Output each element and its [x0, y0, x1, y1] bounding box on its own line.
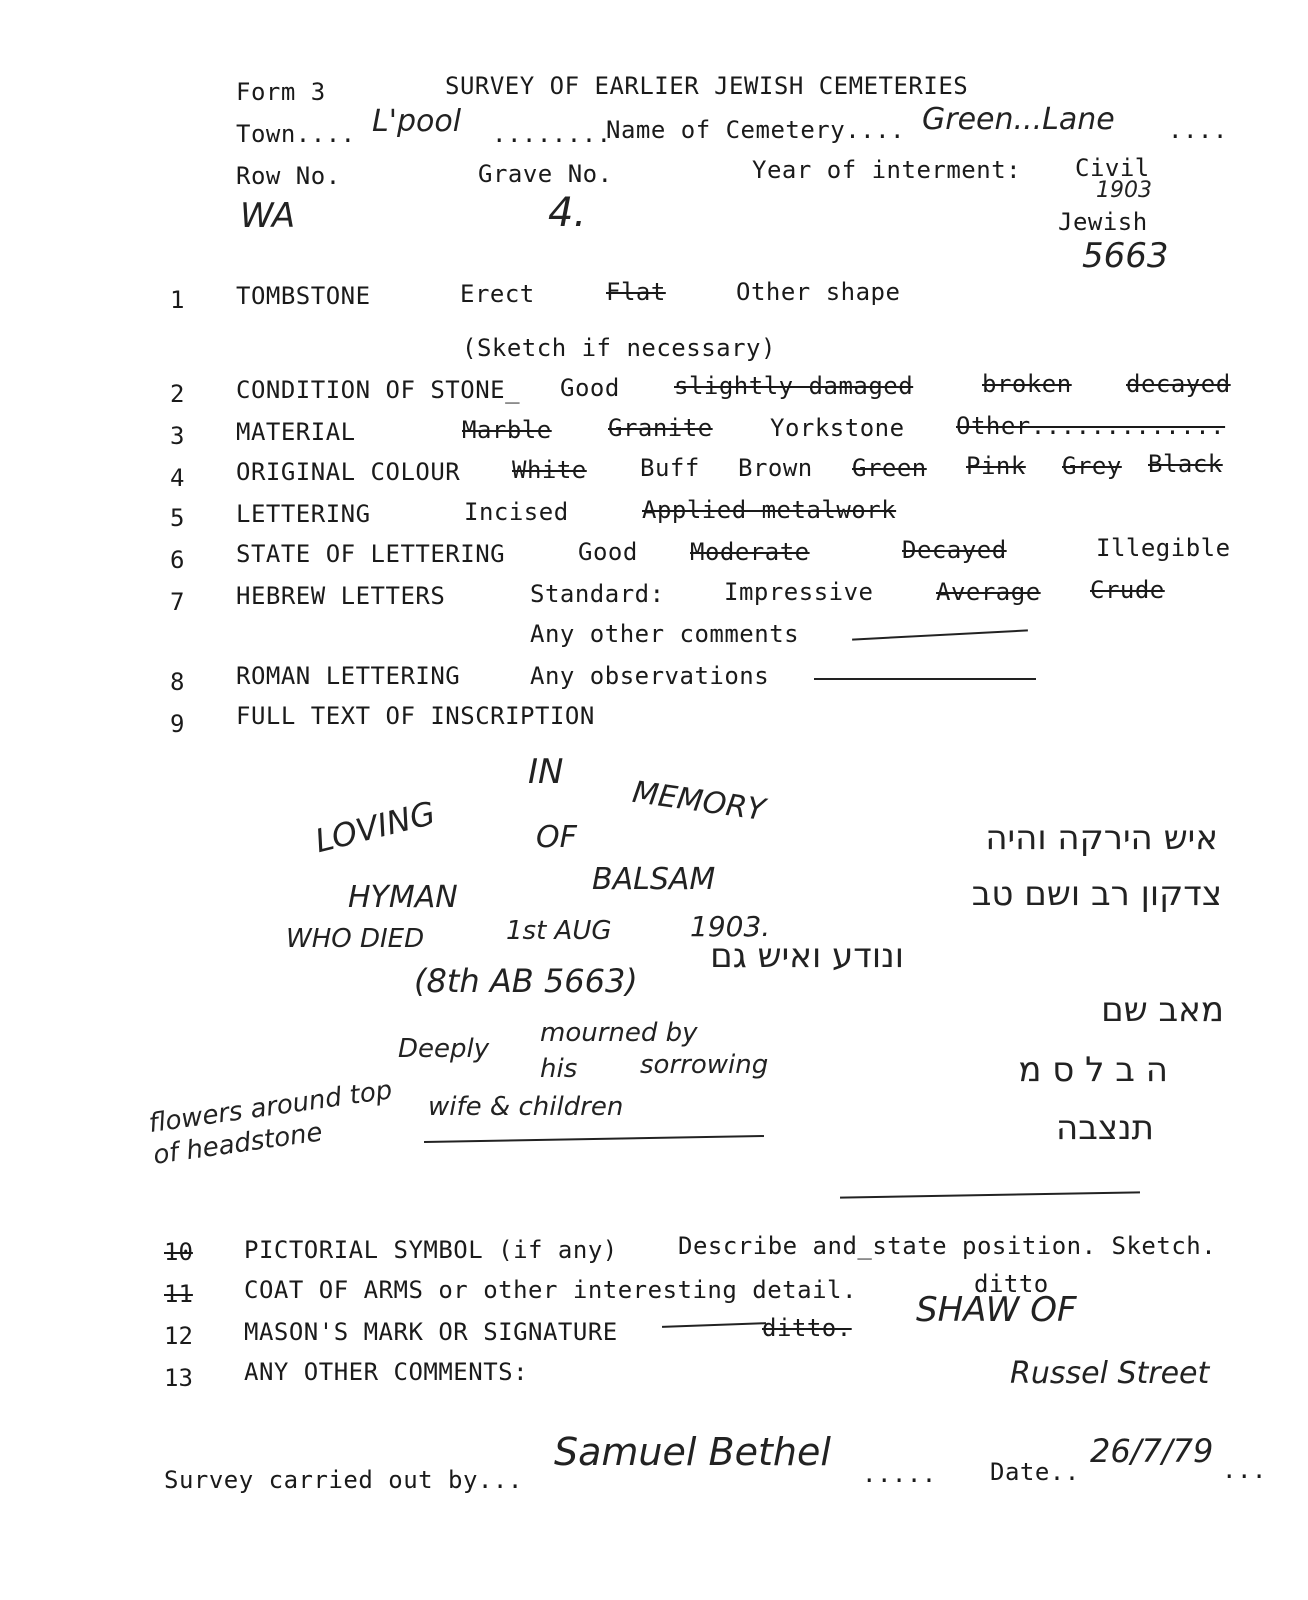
item-label: CONDITION OF STONE_	[236, 376, 521, 404]
row-label: Row No.	[236, 162, 341, 190]
option-struck: White	[512, 456, 587, 484]
item-number: 8	[170, 668, 185, 696]
item-label: ANY OTHER COMMENTS:	[244, 1358, 529, 1386]
item-label: HEBREW LETTERS	[236, 582, 446, 610]
blank-line	[814, 678, 1036, 680]
flowers-annotation: flowers around top of headstone	[146, 1075, 395, 1171]
option: Erect	[460, 280, 535, 308]
inscription-line: wife & children	[428, 1092, 624, 1122]
item-label: FULL TEXT OF INSCRIPTION	[236, 702, 595, 730]
hebrew-line: איש הירקה והיה	[985, 818, 1218, 858]
inscription-line: mourned by	[540, 1018, 698, 1048]
grave-label: Grave No.	[478, 160, 613, 188]
item-number: 13	[164, 1364, 193, 1392]
item-label: STATE OF LETTERING	[236, 540, 506, 568]
inscription-line: BALSAM	[592, 862, 716, 897]
option-struck: Marble	[462, 416, 552, 444]
survey-label: Survey carried out by...	[164, 1466, 523, 1494]
year-label: Year of interment:	[752, 156, 1022, 184]
inscription-line: Deeply	[398, 1034, 490, 1064]
sketch-note: (Sketch if necessary)	[462, 334, 776, 362]
date-dots: ...	[1222, 1456, 1267, 1484]
option-struck: Black	[1148, 450, 1223, 478]
hebrew-line: ונודע ואיש גם	[710, 936, 904, 976]
inscription-line: HYMAN	[348, 880, 458, 915]
item-note: Describe and_state position. Sketch.	[678, 1232, 1217, 1260]
item-number: 10	[164, 1238, 193, 1266]
option-struck: Grey	[1062, 452, 1122, 480]
item-label: ORIGINAL COLOUR	[236, 458, 461, 486]
date-label: Date..	[990, 1458, 1080, 1486]
town-dots: ........	[492, 120, 612, 148]
survey-dots: .....	[862, 1460, 937, 1488]
form-label: Form 3	[236, 78, 326, 106]
hebrew-line: ה ב ל ס מ	[1018, 1050, 1168, 1090]
option: Illegible	[1096, 534, 1231, 562]
option: Impressive	[724, 578, 874, 606]
town-label: Town....	[236, 120, 356, 148]
inscription-line: 1st AUG	[506, 916, 612, 946]
blank-line	[840, 1191, 1140, 1198]
item-number: 2	[170, 380, 185, 408]
town-value: L'pool	[372, 104, 462, 139]
item-label: TOMBSTONE	[236, 282, 371, 310]
item-label: ROMAN LETTERING	[236, 662, 461, 690]
item-number: 9	[170, 710, 185, 738]
item-number: 6	[170, 546, 185, 574]
row-value: WA	[240, 196, 296, 236]
item-number: 12	[164, 1322, 193, 1350]
option-struck: Average	[936, 578, 1041, 606]
item-label: COAT OF ARMS or other interesting detail.	[244, 1276, 857, 1304]
inscription-line: WHO DIED	[286, 924, 425, 954]
item-number: 11	[164, 1280, 193, 1308]
option: Incised	[464, 498, 569, 526]
civil-label: Civil	[1075, 154, 1150, 182]
option-struck: Granite	[608, 414, 713, 442]
blank-line	[424, 1135, 764, 1143]
option-struck: Green	[852, 454, 927, 482]
blank-line	[852, 629, 1028, 640]
item-label: LETTERING	[236, 500, 371, 528]
comments-note: Any other comments	[530, 620, 800, 648]
inscription-line: 1903.	[690, 910, 771, 943]
jewish-value: 5663	[1082, 236, 1169, 276]
item-number: 4	[170, 464, 185, 492]
hebrew-line: מאב שם	[1101, 990, 1224, 1030]
hebrew-line: תנצבה	[1056, 1108, 1154, 1148]
option: Good	[578, 538, 638, 566]
grave-value: 4.	[548, 190, 587, 236]
item-number: 1	[170, 286, 185, 314]
jewish-label: Jewish	[1058, 208, 1148, 236]
option-struck: broken	[982, 370, 1072, 398]
option-struck: Crude	[1090, 576, 1165, 604]
option: Good	[560, 374, 620, 402]
surveyor-signature: Samuel Bethel	[554, 1430, 831, 1474]
cemetery-label: Name of Cemetery....	[606, 116, 905, 144]
date-value: 26/7/79	[1090, 1432, 1214, 1470]
page-title: SURVEY OF EARLIER JEWISH CEMETERIES	[445, 72, 969, 100]
item-label: MASON'S MARK OR SIGNATURE	[244, 1318, 618, 1346]
option: Buff	[640, 454, 700, 482]
hebrew-line: צדקון רב ושם טב	[971, 874, 1222, 914]
option: Brown	[738, 454, 813, 482]
cemetery-value: Green...Lane	[922, 102, 1115, 137]
option-struck: Flat	[606, 278, 666, 306]
mason-annotation: SHAW OF	[916, 1290, 1077, 1330]
observations-note: Any observations	[530, 662, 770, 690]
inscription-line: LOVING	[311, 793, 439, 861]
option: Other shape	[736, 278, 901, 306]
item-number: 5	[170, 504, 185, 532]
item-label: PICTORIAL SYMBOL (if any)	[244, 1236, 618, 1264]
inscription-line: (8th AB 5663)	[414, 962, 638, 1000]
blank-line	[662, 1322, 766, 1328]
option-struck: Applied metalwork	[642, 496, 897, 524]
option-struck: Moderate	[690, 538, 810, 566]
item-number: 3	[170, 422, 185, 450]
item-note-struck: ditto.	[762, 1314, 852, 1342]
inscription-line: OF	[536, 820, 577, 855]
option: Yorkstone	[770, 414, 905, 442]
item-label: MATERIAL	[236, 418, 356, 446]
option-struck: Other.............	[956, 412, 1226, 440]
civil-value: 1903	[1096, 178, 1152, 203]
item-number: 7	[170, 588, 185, 616]
option-struck: decayed	[1126, 370, 1231, 398]
option: Standard:	[530, 580, 665, 608]
cemetery-dots: ....	[1168, 116, 1228, 144]
inscription-line: MEMORY	[630, 774, 768, 829]
option-struck: Pink	[966, 452, 1026, 480]
option-struck: slightly damaged	[674, 372, 914, 400]
option-struck: Decayed	[902, 536, 1007, 564]
mason-street-annotation: Russel Street	[1010, 1356, 1210, 1391]
inscription-line: his	[540, 1054, 578, 1084]
item-note: ditto	[974, 1270, 1049, 1298]
inscription-line: IN	[528, 752, 564, 792]
inscription-line: sorrowing	[640, 1050, 769, 1080]
